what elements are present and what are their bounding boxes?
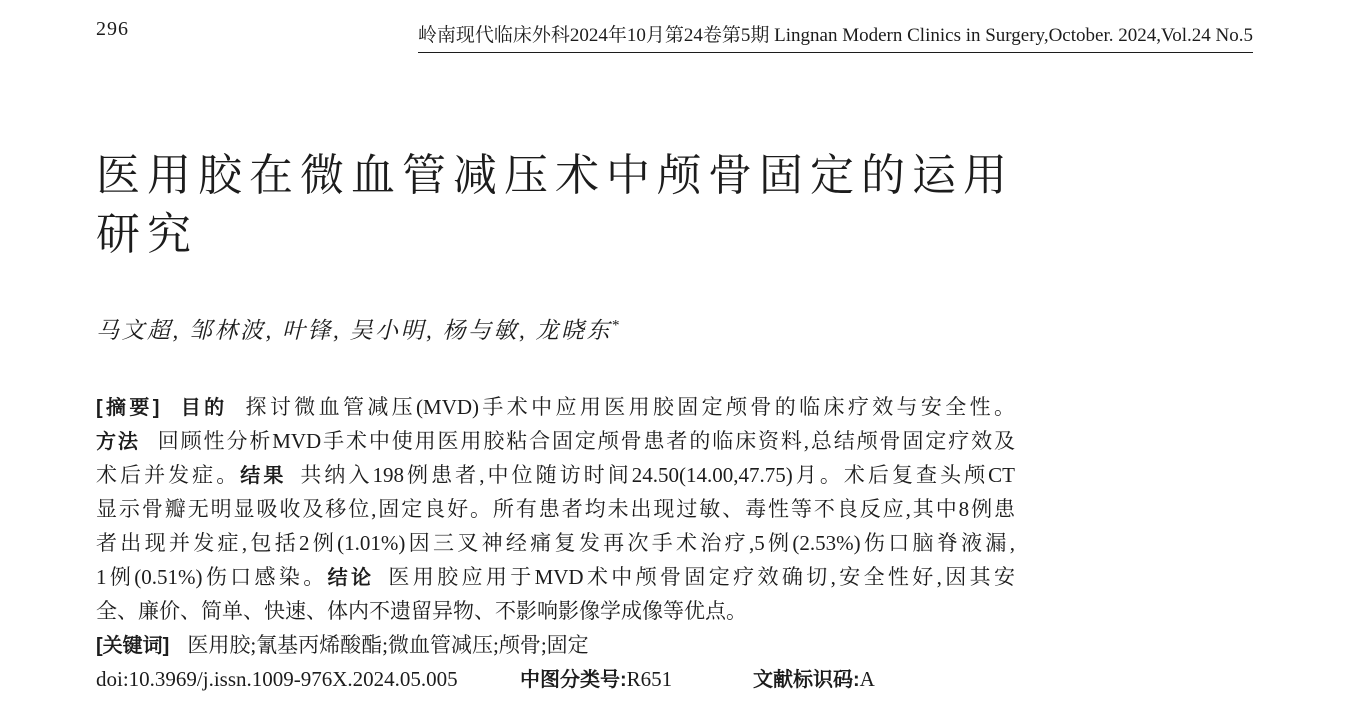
keywords-label: [关键词] <box>96 635 170 657</box>
abstract-line-5 <box>96 526 1015 560</box>
clc-value: R651 <box>626 667 673 691</box>
abstract-line-1 <box>96 390 1015 424</box>
abstract-line-2 <box>96 424 1015 458</box>
abstract-line-3 <box>96 458 1015 492</box>
results-text-c: 者出现并发症,包括2例(1.01%)因三叉神经痛复发再次手术治疗,5例(2.53%)伤口脑脊液漏, <box>96 531 1015 555</box>
article-title-line1: 医用胶在微血管减压术中颅骨固定的运用 <box>96 151 1014 200</box>
abstract-label: [摘要] <box>96 397 160 419</box>
clc-label: 中图分类号: <box>520 669 627 691</box>
conclusion-text-b: 全、廉价、简单、快速、体内不遗留异物、不影响影像学成像等优点。 <box>96 599 747 623</box>
abstract-line-4 <box>96 492 1015 526</box>
article-title <box>96 146 1026 264</box>
keywords-text: 医用胶;氰基丙烯酸酯;微血管减压;颅骨;固定 <box>187 633 589 657</box>
results-label: 结果 <box>240 465 287 487</box>
conclusion-text-a: 医用胶应用于MVD术中颅骨固定疗效确切,安全性好,因其安 <box>388 565 1015 589</box>
journal-header-text: 岭南现代临床外科2024年10月第24卷第5期 Lingnan Modern Clinics in Surgery,October. 2024,Vol.24 No.5 <box>417 25 1253 46</box>
page-number: 296 <box>96 18 129 40</box>
journal-running-head <box>418 20 1253 53</box>
document-code <box>753 662 875 697</box>
results-text-b: 显示骨瓣无明显吸收及移位,固定良好。所有患者均未出现过敏、毒性等不良反应,其中8例患 <box>96 497 1015 521</box>
abstract-block <box>96 390 1015 696</box>
doi-text: doi:10.3969/j.issn.1009-976X.2024.05.005 <box>96 667 458 691</box>
abstract-line-6 <box>96 560 1015 594</box>
abstract-line-7 <box>96 594 1015 628</box>
methods-label: 方法 <box>96 431 140 453</box>
article-title-line2: 研究 <box>96 210 198 259</box>
results-text-a: 共纳入198例患者,中位随访时间24.50(14.00,47.75)月。术后复查头颅CT <box>300 463 1015 487</box>
methods-text-b: 术后并发症。 <box>96 463 241 487</box>
document-code-value: A <box>859 667 875 691</box>
corresponding-author-mark: * <box>612 317 622 334</box>
conclusion-label: 结论 <box>327 567 375 589</box>
objective-label: 目的 <box>177 397 228 419</box>
objective-text: 探讨微血管减压(MVD)手术中应用医用胶固定颅骨的临床疗效与安全性。 <box>245 395 1016 419</box>
methods-text-a: 回顾性分析MVD手术中使用医用胶粘合固定颅骨患者的临床资料,总结颅骨固定疗效及 <box>157 429 1015 453</box>
author-names: 马文超, 邹林波, 叶锋, 吴小明, 杨与敏, 龙晓东 <box>96 318 612 343</box>
keywords-line <box>96 628 1015 662</box>
authors-line <box>96 312 622 345</box>
clc-number <box>520 662 672 697</box>
results-text-d: 1例(0.51%)伤口感染。 <box>96 565 328 589</box>
meta-line <box>96 662 1015 696</box>
document-code-label: 文献标识码: <box>753 669 860 691</box>
